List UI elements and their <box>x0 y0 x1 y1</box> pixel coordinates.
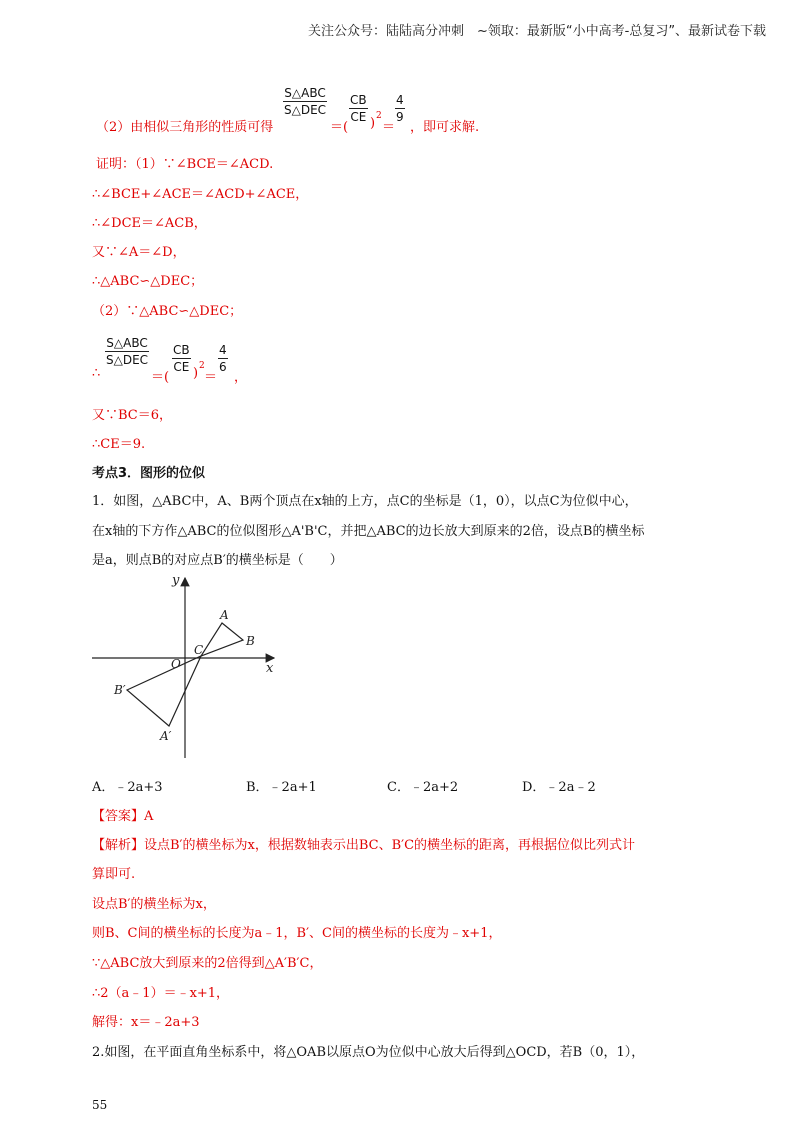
analysis-line: 则B、C间的横坐标的长度为a﹣1，B′、C间的横坐标的长度为﹣x+1， <box>92 926 502 941</box>
analysis-line: 设点B′的横坐标为x， <box>92 897 216 912</box>
label-b: B <box>246 634 255 648</box>
proof-eq-eq2: ＝ <box>204 370 218 385</box>
label-a: A <box>220 608 229 622</box>
coordinate-figure <box>86 568 286 760</box>
label-b-prime: B′ <box>114 683 126 697</box>
analysis-line: 解得：x＝﹣2a+3 <box>92 1015 200 1030</box>
proof-eq-suffix: ， <box>234 370 248 385</box>
analysis-line: ∵△ABC放大到原来的2倍得到△A′B′C， <box>92 956 323 971</box>
question-2-line: 2.如图，在平面直角坐标系中，将△OAB以原点O为位似中心放大后得到△OCD，若B（0，1）， <box>92 1045 645 1060</box>
section-title: 考点3．图形的位似 <box>92 466 206 481</box>
hint-2-fraction-side <box>349 93 368 124</box>
proof-line: ∴∠BCE+∠ACE＝∠ACD+∠ACE， <box>92 187 309 202</box>
hint-2-suffix: ，即可求解. <box>410 120 480 135</box>
option-a: A．﹣2a+3 <box>92 780 163 795</box>
hint-2-eq2: ＝ <box>382 120 396 135</box>
fraction-numerator: S△ABC <box>284 86 326 100</box>
proof-eq-fraction-side <box>172 343 191 374</box>
proof-eq-sup: 2 <box>199 361 205 371</box>
fraction-numerator: S△ABC <box>106 336 148 350</box>
proof-line: 又∵BC＝6， <box>92 408 173 423</box>
label-x: x <box>266 661 274 676</box>
hint-2-sq-paren: ) <box>370 116 376 131</box>
option-b: B．﹣2a+1 <box>246 780 317 795</box>
hint-2-sup: 2 <box>376 111 382 121</box>
fraction-numerator: CB <box>350 93 367 107</box>
proof-line: ∴CE＝9. <box>92 437 146 452</box>
proof-line: 证明：（1）∵∠BCE＝∠ACD. <box>96 157 274 172</box>
option-d: D．﹣2a﹣2 <box>522 780 596 795</box>
proof-line: ∴△ABC∽△DEC； <box>92 274 204 289</box>
proof-eq-fraction-value <box>218 343 228 374</box>
fraction-numerator: 4 <box>219 343 227 357</box>
option-c: C．﹣2a+2 <box>387 780 459 795</box>
proof-line: （2）∵△ABC∽△DEC； <box>92 304 243 319</box>
fraction-denominator: 6 <box>219 360 227 374</box>
label-o: O <box>171 657 181 671</box>
proof-line: 又∵∠A＝∠D， <box>92 245 186 260</box>
analysis-line: 算即可. <box>92 867 136 882</box>
question-1-line: 1．如图，△ABC中，A、B两个顶点在x轴的上方，点C的坐标是（1，0），以点C为位似中心， <box>92 494 638 509</box>
question-1-line: 是a，则点B的对应点B′的横坐标是（ ） <box>92 553 343 568</box>
analysis-line: ∴2（a﹣1）＝﹣x+1， <box>92 986 230 1001</box>
fraction-denominator: 9 <box>396 110 404 124</box>
fraction-denominator: CE <box>173 360 190 374</box>
fraction-denominator: S△DEC <box>284 103 327 117</box>
label-c: C <box>194 643 204 657</box>
hint-2-fraction-area <box>283 86 327 117</box>
proof-eq-sq-paren: ) <box>193 366 199 381</box>
analysis-line: 【解析】设点B′的横坐标为x，根据数轴表示出BC、B′C的横坐标的距离，再根据位似比列式计 <box>92 838 636 853</box>
fraction-denominator: CE <box>350 110 367 124</box>
hint-2-fraction-value <box>395 93 405 124</box>
proof-line: ∴∠DCE＝∠ACB， <box>92 216 207 231</box>
proof-eq-eq1: ＝( <box>151 370 170 385</box>
fraction-numerator: 4 <box>396 93 404 107</box>
hint-2-prefix: （2）由相似三角形的性质可得 <box>96 120 274 135</box>
question-1-line: 在x轴的下方作△ABC的位似图形△A'B'C，并把△ABC的边长放大到原来的2倍，设点B的横坐标 <box>92 524 645 539</box>
hint-2-eq1: ＝( <box>330 120 349 135</box>
proof-eq-fraction-area <box>105 336 149 367</box>
triangle-a-prime-b-prime-c <box>127 656 201 726</box>
triangle-abc <box>201 623 243 656</box>
fraction-numerator: CB <box>173 343 190 357</box>
answer: 【答案】A <box>92 809 154 824</box>
proof-eq-prefix: ∴ <box>92 366 101 381</box>
fraction-denominator: S△DEC <box>106 353 149 367</box>
label-y: y <box>172 573 180 588</box>
label-a-prime: A′ <box>160 729 172 743</box>
page-number: 55 <box>92 1098 108 1112</box>
page-header: 关注公众号：陆陆高分冲刺 ~领取：最新版“小中高考-总复习”、最新试卷下载 <box>308 24 767 39</box>
